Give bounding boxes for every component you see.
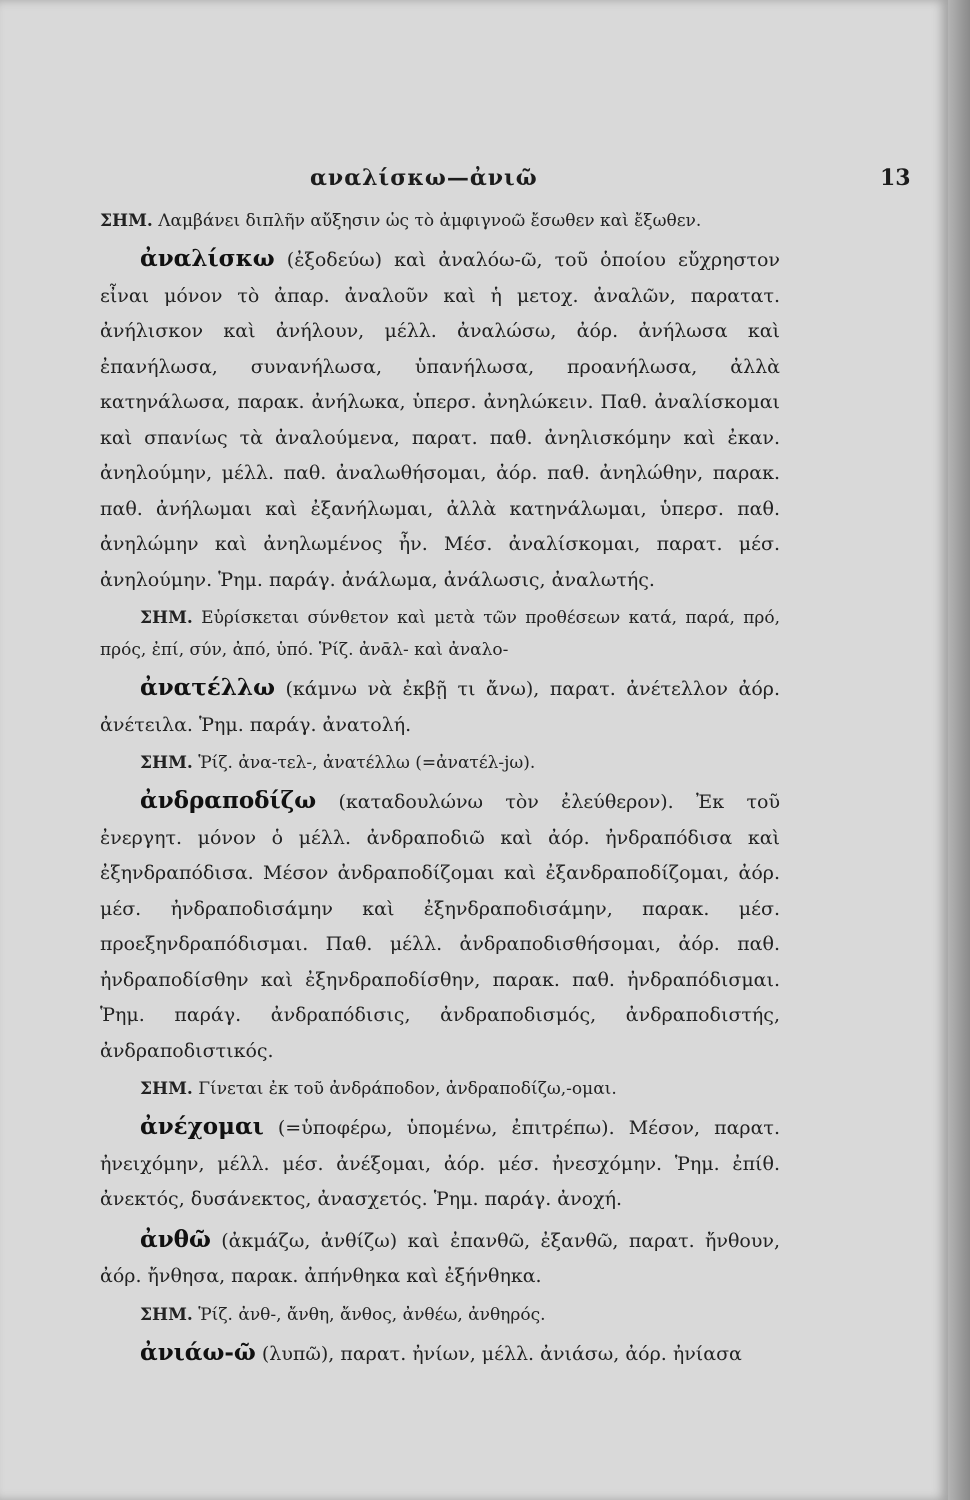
note-paragraph bbox=[100, 1073, 780, 1105]
note-paragraph bbox=[100, 1299, 780, 1331]
entry-lemma: ἀνατέλλω bbox=[140, 674, 275, 701]
note-text: Γίνεται ἐκ τοῦ ἀνδράποδον, ἀνδραποδίζω,-ομαι. bbox=[192, 1079, 617, 1099]
note-paragraph bbox=[100, 602, 780, 666]
note-label: ΣΗΜ. bbox=[140, 1079, 193, 1099]
entry-lemma: ἀνέχομαι bbox=[140, 1113, 264, 1140]
note-paragraph bbox=[100, 205, 780, 237]
dictionary-entry bbox=[100, 1109, 780, 1218]
note-paragraph bbox=[100, 747, 780, 779]
entry-text: (ἐξοδεύω) καὶ ἀναλόω-ῶ, τοῦ ὁποίου εὔχρηστον εἶναι μόνον τὸ ἀπαρ. ἀναλοῦν καὶ ἡ μετοχ. ἀναλῶν, παρατατ. ἀνήλισκον καὶ ἀνήλουν, μέλλ. ἀναλώσω, ἀόρ. ἀνήλωσα καὶ ἐπανήλωσα, συνανήλωσα, ὑπανήλωσα, προανήλωσα, ἀλλὰ κατηνάλωσα, παρακ. ἀνήλωκα, ὑπερσ. ἀνηλώκειν. Παθ. ἀναλίσκομαι καὶ σπανίως τὰ ἀναλούμενα, παρατ. παθ. ἀνηλισκόμην καὶ ἐκαν. ἀνηλούμην, μέλλ. παθ. ἀναλωθήσομαι, ἀόρ. παθ. ἀνηλώθην, παρακ. παθ. ἀνήλωμαι καὶ ἐξανήλωμαι, ἀλλὰ κατηνάλωμαι, ὑπερσ. παθ. ἀνηλώμην καὶ ἀνηλωμένος ἦν. Μέσ. ἀναλίσκομαι, παρατ. μέσ. ἀνηλούμην. Ῥημ. παράγ. ἀνάλωμα, ἀνάλωσις, ἀναλωτής. bbox=[100, 249, 780, 591]
dictionary-entry bbox=[100, 241, 780, 598]
note-label: ΣΗΜ. bbox=[100, 211, 153, 231]
entry-lemma: ἀνιάω-ῶ bbox=[140, 1338, 256, 1366]
entry-text: (ἀκμάζω, ἀνθίζω) καὶ ἐπανθῶ, ἐξανθῶ, παρατ. ἤνθουν, ἀόρ. ἤνθησα, παρακ. ἀπήνθηκα καὶ ἐξήνθηκα. bbox=[100, 1229, 780, 1287]
note-text: Λαμβάνει διπλῆν αὔξησιν ὡς τὸ ἀμφιγνοῶ ἔσωθεν καὶ ἔξωθεν. bbox=[152, 211, 702, 231]
entry-text: (καταδουλώνω τὸν ἐλεύθερον). Ἐκ τοῦ ἐνεργητ. μόνον ὁ μέλλ. ἀνδραποδιῶ καὶ ἀόρ. ἠνδραπόδισα καὶ ἐξηνδραπόδισα. Μέσον ἀνδραποδίζομαι καὶ ἐξανδραποδίζομαι, ἀόρ. μέσ. ἠνδραποδισάμην καὶ ἐξηνδραποδισάμην, παρακ. μέσ. προεξηνδραπόδισμαι. Παθ. μέλλ. ἀνδραποδισθήσομαι, ἀόρ. παθ. ἠνδραποδίσθην καὶ ἐξηνδραποδίσθην, παρακ. παθ. ἠνδραπόδισμαι. Ῥημ. παράγ. ἀνδραπόδισις, ἀνδραποδισμός, ἀνδραποδιστής, ἀνδραποδιστικός. bbox=[100, 791, 780, 1062]
note-label: ΣΗΜ. bbox=[140, 608, 193, 628]
page-edge bbox=[948, 0, 970, 1500]
page-header bbox=[0, 165, 948, 195]
note-label: ΣΗΜ. bbox=[140, 753, 193, 773]
note-label: ΣΗΜ. bbox=[140, 1304, 193, 1325]
running-head: αναλίσκω—ἀνιῶ bbox=[310, 165, 538, 191]
entry-lemma: ἀνθῶ bbox=[140, 1225, 211, 1253]
dictionary-entry bbox=[100, 783, 780, 1069]
entry-text: (κάμνω νὰ ἐκβῇ τι ἄνω), παρατ. ἀνέτελλον ἀόρ. ἀνέτειλα. Ῥημ. παράγ. ἀνατολή. bbox=[100, 678, 780, 736]
dictionary-entry bbox=[100, 1335, 780, 1373]
entry-text: (λυπῶ), παρατ. ἠνίων, μέλλ. ἀνιάσω, ἀόρ. ἠνίασα bbox=[255, 1342, 742, 1365]
entry-lemma: ἀνδραποδίζω bbox=[140, 787, 317, 814]
dictionary-entry bbox=[100, 670, 780, 743]
entry-text: (=ὑποφέρω, ὑπομένω, ἐπιτρέπω). Μέσον, παρατ. ἠνειχόμην, μέλλ. μέσ. ἀνέξομαι, ἀόρ. μέσ. ἠνεσχόμην. Ῥημ. ἐπίθ. ἀνεκτός, δυσάνεκτος, ἀνασχετός. Ῥημ. παράγ. ἀνοχή. bbox=[100, 1117, 780, 1210]
note-text: Ῥίζ. ἀνα-τελ-, ἀνατέλλω (=ἀνατέλ-jω). bbox=[192, 753, 536, 773]
page-number: 13 bbox=[880, 165, 911, 191]
entry-lemma: ἀναλίσκω bbox=[140, 245, 275, 272]
dictionary-entry bbox=[100, 1222, 780, 1295]
note-text: Εὑρίσκεται σύνθετον καὶ μετὰ τῶν προθέσεων κατά, παρά, πρό, πρός, ἐπί, σύν, ἀπό, ὑπό. Ῥίζ. ἀνᾱλ- καὶ ἀναλο- bbox=[100, 608, 780, 660]
note-text: Ῥίζ. ἀνθ-, ἄνθη, ἄνθος, ἀνθέω, ἀνθηρός. bbox=[192, 1304, 546, 1325]
dictionary-text bbox=[100, 205, 780, 1376]
